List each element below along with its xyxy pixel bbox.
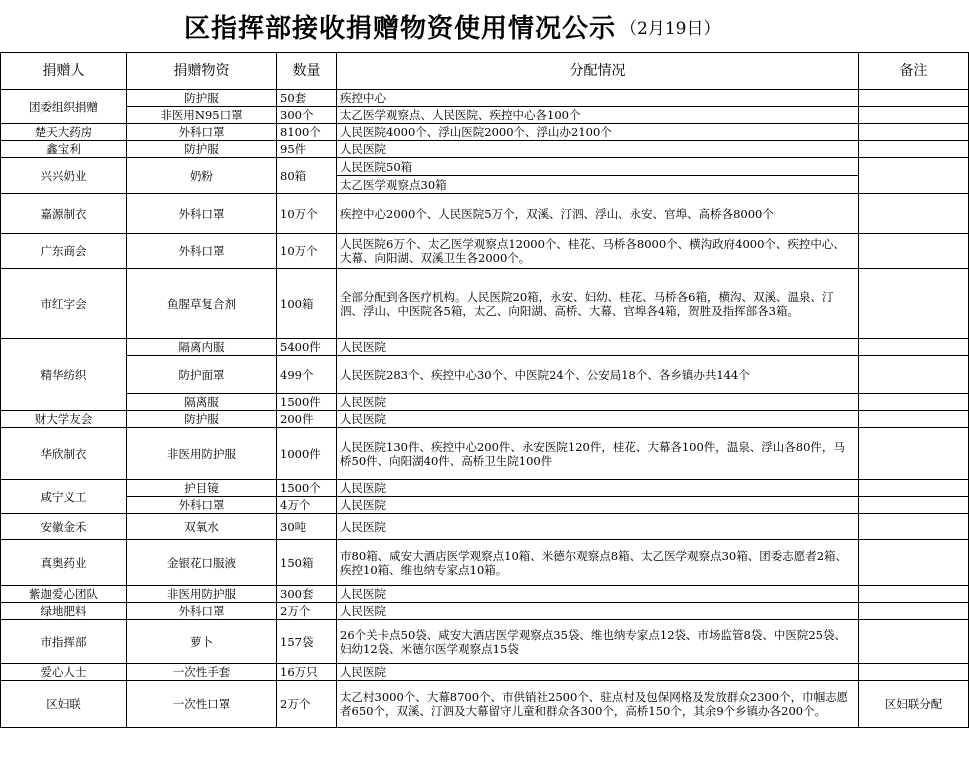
donor-cell: 真奥药业 bbox=[1, 540, 127, 586]
allocation-cell: 市80箱、咸安大酒店医学观察点10箱、米德尔观察点8箱、太乙医学观察点30箱、团委志愿者2箱、疾控10箱、维也纳专家点10箱。 bbox=[337, 540, 859, 586]
donation-table bbox=[0, 52, 969, 728]
note-cell bbox=[859, 497, 969, 514]
item-cell: 外科口罩 bbox=[127, 603, 277, 620]
table-header-row bbox=[1, 53, 969, 90]
allocation-cell: 人民医院 bbox=[337, 394, 859, 411]
allocation-cell: 人民医院283个、疾控中心30个、中医院24个、公安局18个、各乡镇办共144个 bbox=[337, 356, 859, 394]
note-cell bbox=[859, 411, 969, 428]
date-label: （2月19日） bbox=[620, 18, 721, 39]
note-cell bbox=[859, 158, 969, 194]
table-row bbox=[1, 411, 969, 428]
page-title: 区指挥部接收捐赠物资使用情况公示 bbox=[184, 13, 617, 44]
item-cell: 防护面罩 bbox=[127, 356, 277, 394]
note-cell bbox=[859, 514, 969, 540]
allocation-cell: 太乙医学观察点30箱 bbox=[337, 176, 859, 194]
quantity-cell: 5400件 bbox=[277, 339, 337, 356]
note-cell bbox=[859, 356, 969, 394]
table-row bbox=[1, 339, 969, 356]
quantity-cell: 100箱 bbox=[277, 269, 337, 339]
table-row bbox=[1, 158, 969, 176]
allocation-cell: 人民医院 bbox=[337, 603, 859, 620]
donor-cell: 团委组织捐赠 bbox=[1, 90, 127, 124]
quantity-cell: 8100个 bbox=[277, 124, 337, 141]
table-row bbox=[1, 480, 969, 497]
item-cell: 金银花口服液 bbox=[127, 540, 277, 586]
note-cell bbox=[859, 586, 969, 603]
allocation-cell: 人民医院 bbox=[337, 586, 859, 603]
table-row bbox=[1, 90, 969, 107]
quantity-cell: 150箱 bbox=[277, 540, 337, 586]
donor-cell: 爱心人士 bbox=[1, 664, 127, 681]
quantity-cell: 2万个 bbox=[277, 603, 337, 620]
item-cell: 奶粉 bbox=[127, 158, 277, 194]
table-row bbox=[1, 620, 969, 664]
allocation-cell: 太乙村3000个、大幕8700个、市供销社2500个、驻点村及包保网格及发放群众2300个，巾帼志愿者650个，双溪、汀泗及大幕留守儿童和群众各300个，高桥150个，其余9个乡镇办各200个。 bbox=[337, 681, 859, 728]
table-row bbox=[1, 497, 969, 514]
allocation-cell: 人民医院 bbox=[337, 339, 859, 356]
note-cell bbox=[859, 394, 969, 411]
quantity-cell: 10万个 bbox=[277, 194, 337, 234]
table-row bbox=[1, 141, 969, 158]
quantity-cell: 200件 bbox=[277, 411, 337, 428]
allocation-cell: 太乙医学观察点、人民医院、疾控中心各100个 bbox=[337, 107, 859, 124]
note-cell bbox=[859, 124, 969, 141]
donor-cell: 楚天大药房 bbox=[1, 124, 127, 141]
note-cell bbox=[859, 480, 969, 497]
note-cell bbox=[859, 664, 969, 681]
item-cell: 萝卜 bbox=[127, 620, 277, 664]
item-cell: 非医用N95口罩 bbox=[127, 107, 277, 124]
table-row bbox=[1, 356, 969, 394]
header-cell: 分配情况 bbox=[337, 53, 859, 90]
donor-cell: 广东商会 bbox=[1, 234, 127, 269]
item-cell: 隔离服 bbox=[127, 394, 277, 411]
quantity-cell: 4万个 bbox=[277, 497, 337, 514]
quantity-cell: 300个 bbox=[277, 107, 337, 124]
table-row bbox=[1, 194, 969, 234]
allocation-cell: 全部分配到各医疗机构。人民医院20箱，永安、妇幼、桂花、马桥各6箱，横沟、双溪、温泉、汀泗、浮山、中医院各5箱，太乙、向阳湖、高桥、大幕、官埠各4箱，贺胜及指挥部各3箱。 bbox=[337, 269, 859, 339]
header-cell: 捐赠物资 bbox=[127, 53, 277, 90]
note-cell bbox=[859, 194, 969, 234]
quantity-cell: 30吨 bbox=[277, 514, 337, 540]
item-cell: 外科口罩 bbox=[127, 124, 277, 141]
item-cell: 隔离内服 bbox=[127, 339, 277, 356]
item-cell: 非医用防护服 bbox=[127, 586, 277, 603]
note-cell: 区妇联分配 bbox=[859, 681, 969, 728]
donor-cell: 兴兴奶业 bbox=[1, 158, 127, 194]
table-row bbox=[1, 586, 969, 603]
table-row bbox=[1, 428, 969, 480]
allocation-cell: 人民医院 bbox=[337, 480, 859, 497]
donor-cell: 市红字会 bbox=[1, 269, 127, 339]
item-cell: 防护服 bbox=[127, 90, 277, 107]
item-cell: 双氧水 bbox=[127, 514, 277, 540]
item-cell: 防护服 bbox=[127, 411, 277, 428]
note-cell bbox=[859, 107, 969, 124]
item-cell: 鱼腥草复合剂 bbox=[127, 269, 277, 339]
allocation-cell: 疾控中心2000个、人民医院5万个，双溪、汀泗、浮山、永安、官埠、高桥各8000个 bbox=[337, 194, 859, 234]
quantity-cell: 300套 bbox=[277, 586, 337, 603]
note-cell bbox=[859, 234, 969, 269]
title-bar bbox=[0, 0, 969, 52]
item-cell: 防护服 bbox=[127, 141, 277, 158]
quantity-cell: 157袋 bbox=[277, 620, 337, 664]
allocation-cell: 人民医院 bbox=[337, 141, 859, 158]
note-cell bbox=[859, 339, 969, 356]
note-cell bbox=[859, 141, 969, 158]
donor-cell: 市指挥部 bbox=[1, 620, 127, 664]
item-cell: 外科口罩 bbox=[127, 497, 277, 514]
item-cell: 非医用防护服 bbox=[127, 428, 277, 480]
header-cell: 数量 bbox=[277, 53, 337, 90]
header-cell: 捐赠人 bbox=[1, 53, 127, 90]
donor-cell: 区妇联 bbox=[1, 681, 127, 728]
item-cell: 护目镜 bbox=[127, 480, 277, 497]
note-cell bbox=[859, 540, 969, 586]
table-row bbox=[1, 540, 969, 586]
donor-cell: 精华纺织 bbox=[1, 339, 127, 411]
item-cell: 一次性手套 bbox=[127, 664, 277, 681]
quantity-cell: 1000件 bbox=[277, 428, 337, 480]
item-cell: 一次性口罩 bbox=[127, 681, 277, 728]
allocation-cell: 人民医院6万个、太乙医学观察点12000个、桂花、马桥各8000个、横沟政府4000个、疾控中心、大幕、向阳湖、双溪卫生各2000个。 bbox=[337, 234, 859, 269]
item-cell: 外科口罩 bbox=[127, 234, 277, 269]
item-cell: 外科口罩 bbox=[127, 194, 277, 234]
donor-cell: 咸宁义工 bbox=[1, 480, 127, 514]
quantity-cell: 95件 bbox=[277, 141, 337, 158]
table-row bbox=[1, 681, 969, 728]
table-row bbox=[1, 107, 969, 124]
allocation-cell: 疾控中心 bbox=[337, 90, 859, 107]
table-row bbox=[1, 234, 969, 269]
table-row bbox=[1, 664, 969, 681]
donor-cell: 鑫宝利 bbox=[1, 141, 127, 158]
allocation-cell: 人民医院 bbox=[337, 411, 859, 428]
note-cell bbox=[859, 603, 969, 620]
donor-cell: 安徽金禾 bbox=[1, 514, 127, 540]
allocation-cell: 人民医院50箱 bbox=[337, 158, 859, 176]
allocation-cell: 26个关卡点50袋、咸安大酒店医学观察点35袋、维也纳专家点12袋、市场监管8袋、中医院25袋、妇幼12袋、米德尔医学观察点15袋 bbox=[337, 620, 859, 664]
note-cell bbox=[859, 90, 969, 107]
quantity-cell: 2万个 bbox=[277, 681, 337, 728]
donor-cell: 财大学友会 bbox=[1, 411, 127, 428]
quantity-cell: 80箱 bbox=[277, 158, 337, 194]
allocation-cell: 人民医院 bbox=[337, 514, 859, 540]
table-row bbox=[1, 269, 969, 339]
donor-cell: 嘉源制衣 bbox=[1, 194, 127, 234]
table-row bbox=[1, 394, 969, 411]
note-cell bbox=[859, 620, 969, 664]
allocation-cell: 人民医院4000个、浮山医院2000个、浮山办2100个 bbox=[337, 124, 859, 141]
allocation-cell: 人民医院130件、疾控中心200件、永安医院120件，桂花、大幕各100件，温泉、浮山各80件，马桥50件、向阳湖40件、高桥卫生院100件 bbox=[337, 428, 859, 480]
allocation-cell: 人民医院 bbox=[337, 664, 859, 681]
quantity-cell: 1500个 bbox=[277, 480, 337, 497]
donor-cell: 绿地肥料 bbox=[1, 603, 127, 620]
table-row bbox=[1, 514, 969, 540]
quantity-cell: 10万个 bbox=[277, 234, 337, 269]
table-row bbox=[1, 124, 969, 141]
donor-cell: 紫迦爱心团队 bbox=[1, 586, 127, 603]
note-cell bbox=[859, 428, 969, 480]
table-row bbox=[1, 603, 969, 620]
allocation-cell: 人民医院 bbox=[337, 497, 859, 514]
quantity-cell: 16万只 bbox=[277, 664, 337, 681]
quantity-cell: 50套 bbox=[277, 90, 337, 107]
header-cell: 备注 bbox=[859, 53, 969, 90]
quantity-cell: 1500件 bbox=[277, 394, 337, 411]
note-cell bbox=[859, 269, 969, 339]
table-body bbox=[1, 90, 969, 728]
quantity-cell: 499个 bbox=[277, 356, 337, 394]
donor-cell: 华欣制衣 bbox=[1, 428, 127, 480]
